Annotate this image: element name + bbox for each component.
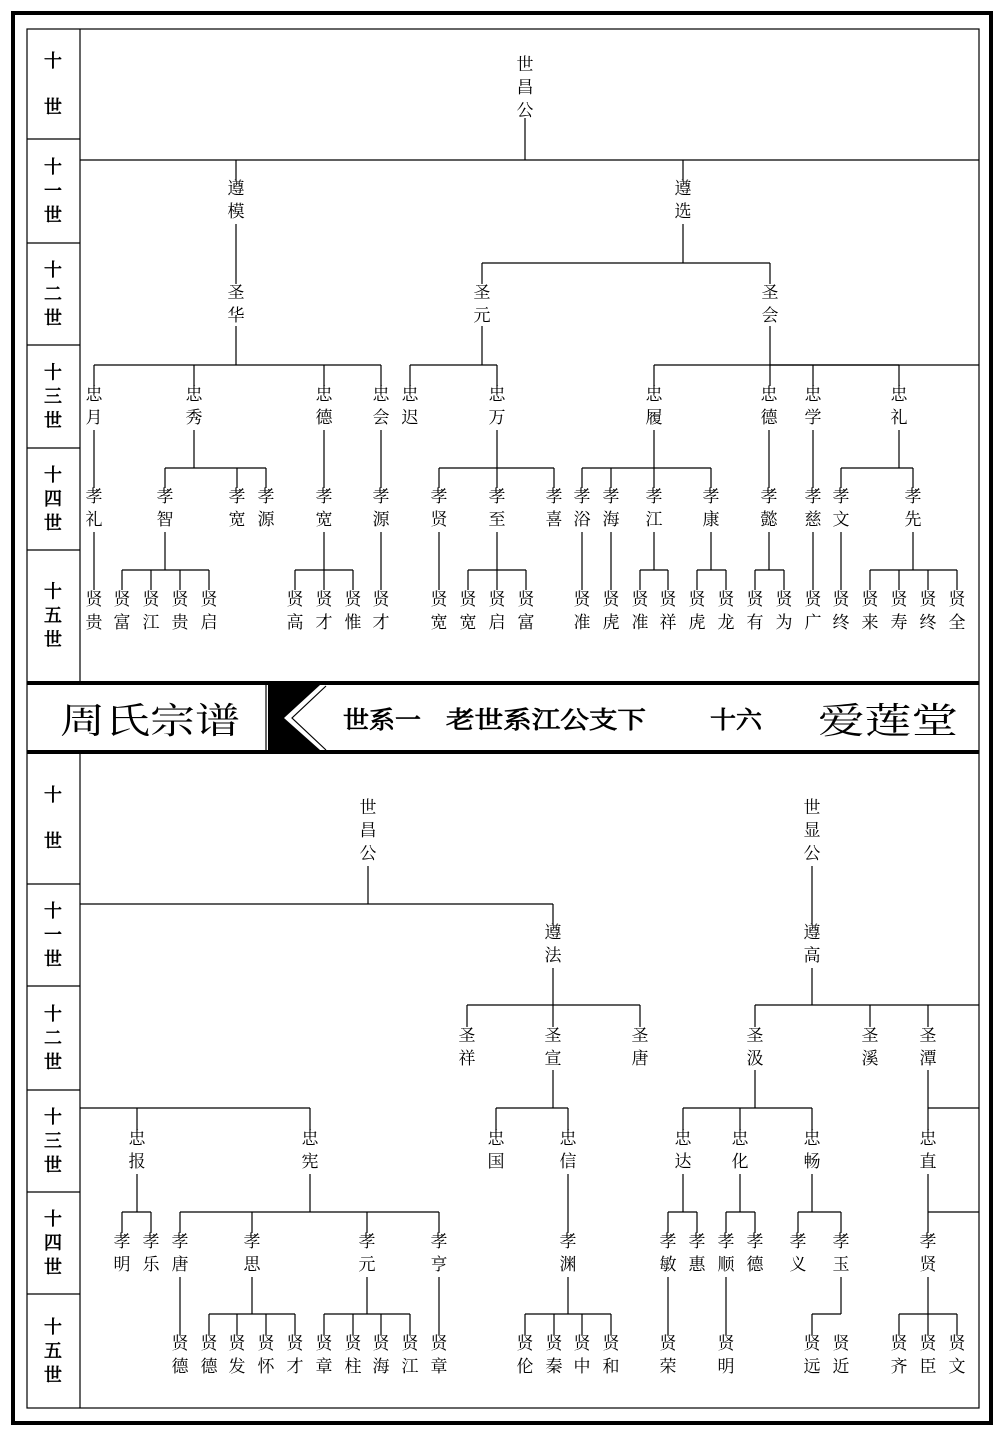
top-generation-label-g15: 世: [44, 629, 62, 651]
person-name: 贤文: [948, 1334, 966, 1377]
person-name: 贤宽: [459, 590, 477, 633]
person-name: 孝乐: [142, 1232, 160, 1275]
person-name: 孝亨: [430, 1232, 448, 1275]
person-name: 贤章: [430, 1334, 448, 1377]
person-name: 贤高: [286, 590, 304, 633]
person-name: 孝顺: [717, 1232, 735, 1275]
person-name: 孝源: [372, 487, 390, 530]
person-name: 孝慈: [804, 487, 822, 530]
bottom-generation-label-g12: 世: [44, 1052, 62, 1073]
person-name: 贤伦: [516, 1334, 534, 1377]
person-name: 贤怀: [257, 1334, 275, 1377]
person-name: 忠达: [674, 1129, 692, 1172]
bottom-generation-label-g13: 三: [44, 1131, 62, 1152]
person-name: 圣会: [761, 283, 779, 326]
person-name: 贤远: [803, 1334, 821, 1377]
person-name: 忠学: [804, 385, 822, 428]
person-name: 孝浴: [573, 487, 591, 530]
person-name: 贤终: [919, 590, 937, 633]
bottom-generation-label-g14: 四: [44, 1233, 62, 1254]
top-generation-label-g13: 十: [44, 362, 62, 384]
person-name: 贤惟: [344, 590, 362, 633]
bottom-generation-label-g11: 十: [44, 901, 62, 922]
person-name: 孝德: [746, 1232, 764, 1275]
person-name: 忠万: [488, 385, 506, 428]
person-name: 贤准: [631, 590, 649, 633]
person-name: 孝元: [358, 1232, 376, 1275]
bottom-generation-column: [27, 752, 979, 1408]
person-name: 贤祥: [659, 590, 677, 633]
person-name: 贤广: [804, 590, 822, 633]
bottom-generation-label-g14: 十: [44, 1209, 62, 1230]
person-name: 圣祥: [458, 1026, 476, 1069]
person-name: 世昌公: [516, 55, 534, 121]
bottom-generation-label-g10: 十: [44, 785, 62, 806]
top-generation-label-g14: 十: [44, 465, 62, 486]
top-generation-label-g12: 世: [44, 308, 62, 329]
bottom-generation-label-g11: 一: [44, 925, 62, 946]
top-generation-label-g12: 二: [44, 284, 62, 305]
person-name: 忠报: [128, 1129, 146, 1172]
bottom-generation-label-g12: 二: [44, 1028, 62, 1049]
person-name: 遵法: [544, 923, 562, 966]
person-name: 圣元: [473, 283, 491, 326]
person-name: 忠会: [372, 385, 390, 428]
person-name: 贤来: [861, 590, 879, 633]
person-name: 圣汲: [746, 1026, 764, 1069]
person-name: 贤全: [948, 590, 966, 633]
person-name: 忠礼: [890, 385, 908, 428]
top-generation-label-g10: 世: [44, 97, 62, 118]
person-name: 忠月: [85, 385, 103, 428]
person-name: 遵选: [674, 179, 692, 222]
bottom-generation-label-g12: 十: [44, 1004, 62, 1025]
bottom-generation-label-g14: 世: [44, 1257, 62, 1278]
person-name: 贤富: [113, 590, 131, 633]
person-name: 贤才: [315, 590, 333, 633]
person-name: 孝康: [702, 487, 720, 530]
banner-arrow-block: [268, 685, 320, 750]
person-name: 忠德: [760, 385, 778, 428]
person-name: 孝至: [488, 487, 506, 530]
person-name: 忠国: [487, 1129, 505, 1172]
top-generation-label-g11: 一: [44, 181, 62, 202]
bottom-generation-label-g10: 世: [44, 831, 62, 852]
person-name: 贤德: [200, 1334, 218, 1377]
person-name: 贤章: [315, 1334, 333, 1377]
person-name: 孝惠: [688, 1232, 706, 1275]
banner-branch: 老世系江公支下: [446, 706, 646, 734]
banner-hall: 爱莲堂: [818, 701, 958, 742]
person-name: 孝喜: [545, 487, 563, 530]
top-generation-label-g13: 世: [44, 410, 62, 432]
bottom-generation-label-g15: 十: [44, 1317, 62, 1338]
person-name: 孝义: [789, 1232, 807, 1275]
banner: [27, 683, 979, 752]
person-name: 忠畅: [803, 1129, 821, 1172]
person-name: 贤启: [488, 590, 506, 633]
person-name: 孝懿: [760, 487, 778, 530]
banner-section: 世系一: [343, 706, 421, 734]
person-name: 贤江: [401, 1334, 419, 1377]
person-name: 贤虎: [602, 590, 620, 633]
person-name: 贤寿: [890, 590, 908, 633]
person-name: 贤齐: [890, 1334, 908, 1377]
person-name: 圣潭: [919, 1026, 937, 1069]
top-generation-label-g14: 世: [44, 513, 62, 534]
person-name: 孝智: [156, 487, 174, 530]
person-name: 世显公: [803, 798, 821, 864]
banner-page-number: 十六: [710, 706, 764, 734]
bottom-generation-label-g13: 十: [44, 1107, 62, 1128]
bottom-generation-label-g13: 世: [44, 1155, 62, 1176]
person-name: 忠宪: [301, 1129, 319, 1172]
banner-title: 周氏宗谱: [60, 701, 240, 742]
person-name: 贤贵: [171, 590, 189, 633]
person-name: 贤臣: [919, 1334, 937, 1377]
bottom-generation-label-g15: 世: [44, 1365, 62, 1386]
person-name: 遵模: [227, 179, 245, 222]
person-name: 贤中: [573, 1334, 591, 1377]
top-generation-label-g12: 十: [44, 260, 62, 281]
top-generation-label-g15: 十: [44, 581, 62, 603]
person-name: 贤明: [717, 1334, 735, 1377]
person-name: 贤虎: [688, 590, 706, 633]
top-generation-label-g11: 世: [44, 205, 62, 226]
person-name: 贤启: [200, 590, 218, 633]
person-name: 忠信: [559, 1129, 577, 1172]
person-name: 贤为: [775, 590, 793, 633]
person-name: 忠履: [645, 385, 663, 428]
person-name: 孝思: [243, 1232, 261, 1275]
person-name: 贤富: [517, 590, 535, 633]
person-name: 世昌公: [359, 798, 377, 864]
person-name: 孝贤: [430, 487, 448, 530]
person-name: 贤龙: [717, 590, 735, 633]
top-generation-column: [27, 29, 979, 681]
bottom-generation-label-g15: 五: [44, 1341, 62, 1362]
person-name: 贤才: [286, 1334, 304, 1377]
person-name: 圣宣: [544, 1026, 562, 1069]
top-generation-label-g13: 三: [44, 386, 62, 408]
person-name: 贤宽: [430, 590, 448, 633]
bottom-generation-label-g11: 世: [44, 949, 62, 970]
person-name: 圣溪: [861, 1026, 879, 1069]
person-name: 孝渊: [559, 1232, 577, 1275]
person-name: 孝贤: [919, 1232, 937, 1275]
top-generation-label-g11: 十: [44, 157, 62, 178]
person-name: 忠迟: [401, 385, 419, 428]
person-name: 贤江: [142, 590, 160, 633]
person-name: 忠化: [731, 1129, 749, 1172]
person-name: 孝先: [904, 487, 922, 530]
top-generation-label-g15: 五: [44, 605, 62, 627]
person-name: 孝明: [113, 1232, 131, 1275]
person-name: 贤近: [832, 1334, 850, 1377]
person-name: 贤才: [372, 590, 390, 633]
person-name: 贤发: [228, 1334, 246, 1377]
person-name: 贤荣: [659, 1334, 677, 1377]
person-name: 圣唐: [631, 1026, 649, 1069]
person-name: 贤有: [746, 590, 764, 633]
person-name: 贤德: [171, 1334, 189, 1377]
person-name: 忠德: [315, 385, 333, 428]
top-generation-label-g10: 十: [44, 51, 62, 72]
person-name: 孝敏: [659, 1232, 677, 1275]
person-name: 贤海: [372, 1334, 390, 1377]
person-name: 孝宽: [228, 487, 246, 530]
person-name: 贤柱: [344, 1334, 362, 1377]
person-name: 孝玉: [832, 1232, 850, 1275]
person-name: 圣华: [227, 283, 245, 326]
person-name: 遵高: [803, 923, 821, 966]
person-name: 孝宽: [315, 487, 333, 530]
top-generation-label-g14: 四: [44, 489, 62, 510]
person-name: 贤贵: [85, 590, 103, 633]
person-name: 孝礼: [85, 487, 103, 530]
person-name: 忠直: [919, 1129, 937, 1172]
person-name: 贤终: [832, 590, 850, 633]
person-name: 贤准: [573, 590, 591, 633]
person-name: 孝唐: [171, 1232, 189, 1275]
person-name: 贤秦: [545, 1334, 563, 1377]
person-name: 忠秀: [185, 385, 203, 428]
person-name: 孝文: [832, 487, 850, 530]
person-name: 孝源: [257, 487, 275, 530]
person-name: 孝江: [645, 487, 663, 530]
person-name: 贤和: [602, 1334, 620, 1377]
person-name: 孝海: [602, 487, 620, 530]
